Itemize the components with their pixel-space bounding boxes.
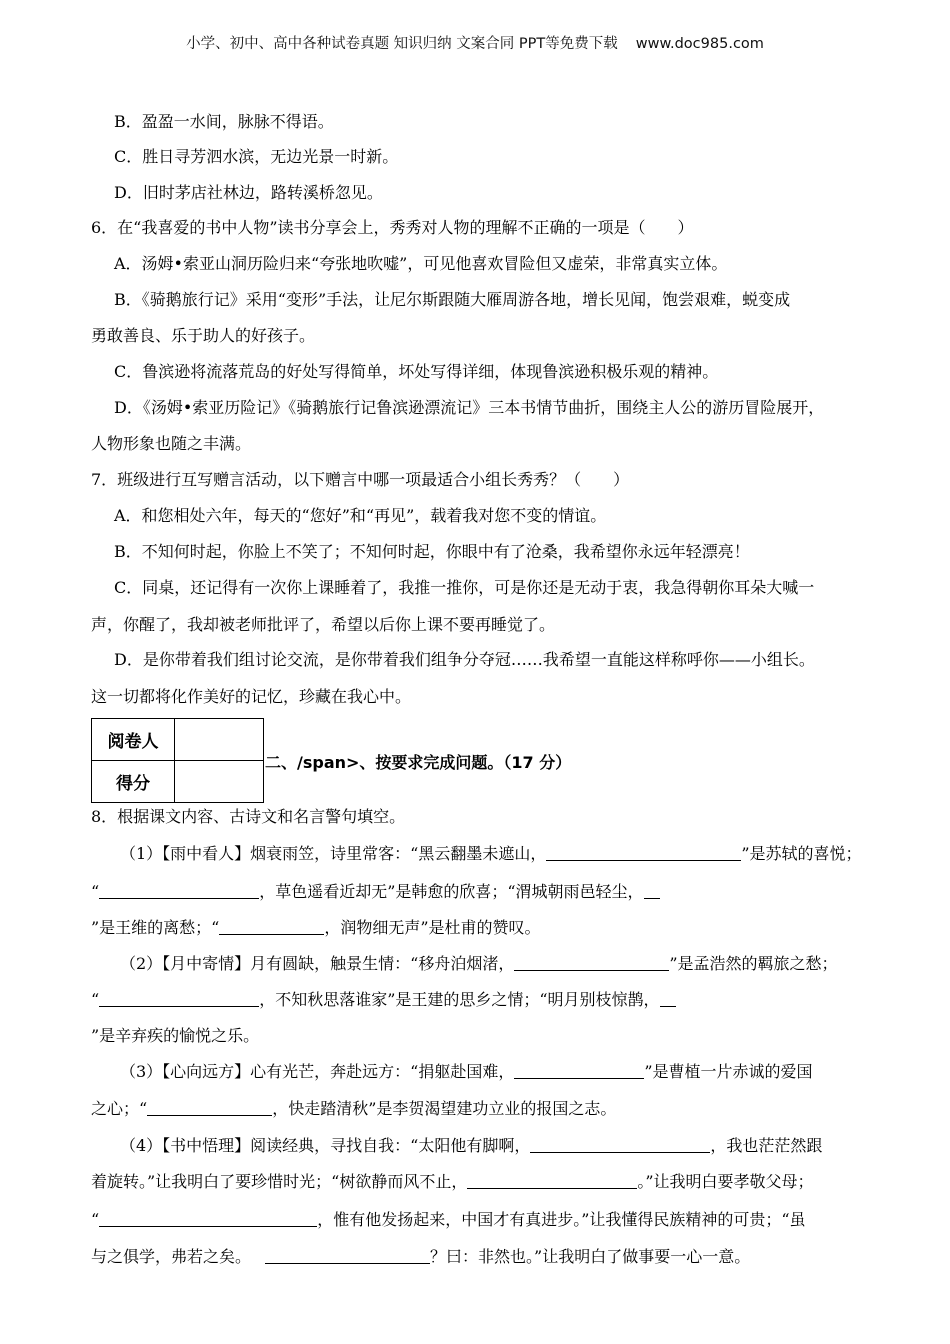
q8-p2-line1: （2）【月中寄情】月有圆缺，触景生情：“移舟泊烟渚， ”是孟浩然的羁旅之愁； bbox=[120, 954, 838, 973]
q8-p1-line1: （1）【雨中看人】烟衰雨笠，诗里常客：“黑云翻墨未遮山， ”是苏轼的喜悦； bbox=[120, 844, 862, 863]
option-5b: B．盈盈一水间，脉脉不得语。 bbox=[114, 112, 334, 131]
q8-p4-line4: 与之俱学，弗若之矣。 ？曰：非然也。”让我明白了做事要一心一意。 bbox=[91, 1247, 751, 1266]
page-header bbox=[0, 32, 950, 53]
header-site: www.doc985.com bbox=[635, 36, 764, 52]
q8-p3-line1: （3）【心向远方】心有光芒，奔赴远方：“捐躯赴国难， ”是曹植一片赤诚的爱国 bbox=[120, 1062, 813, 1081]
q8-p1-line2: “ ，草色遥看近却无”是韩愈的欣喜；“渭城朝雨邑轻尘， bbox=[91, 881, 660, 903]
q8-p2-line2: “ ，不知秋思落谁家”是王建的思乡之情；“明月别枝惊鹊， bbox=[91, 989, 676, 1011]
blank[interactable] bbox=[546, 844, 741, 861]
option-7d-cont: 这一切都将化作美好的记忆，珍藏在我心中。 bbox=[91, 687, 412, 706]
question-8: 8．根据课文内容、古诗文和名言警句填空。 bbox=[91, 807, 406, 826]
grading-table bbox=[91, 718, 264, 803]
q8-p4-line3: “ ，惟有他发扬起来，中国才有真进步。”让我懂得民族精神的可贵；“虽 bbox=[91, 1210, 806, 1229]
question-6: 6．在“我喜爱的书中人物”读书分享会上，秀秀对人物的理解不正确的一项是（ ） bbox=[91, 218, 694, 237]
blank[interactable] bbox=[99, 882, 259, 899]
option-7c: C．同桌，还记得有一次你上课睡着了，我推一推你，可是你还是无动于衷，我急得朝你耳朵大喊一 bbox=[114, 578, 815, 597]
section-title: 二、/span>、按要求完成问题。（17 分） bbox=[265, 753, 572, 772]
blank[interactable] bbox=[530, 1136, 710, 1153]
reviewer-label: 阅卷人 bbox=[92, 719, 175, 761]
option-5d: D．旧时茅店社林边，路转溪桥忽见。 bbox=[114, 183, 383, 202]
blank[interactable] bbox=[147, 1099, 272, 1116]
option-7b: B．不知何时起，你脸上不笑了；不知何时起，你眼中有了沧桑，我希望你永远年轻漂亮！ bbox=[114, 542, 750, 561]
blank[interactable] bbox=[219, 918, 324, 935]
blank[interactable] bbox=[514, 954, 669, 971]
option-7c-cont: 声，你醒了，我却被老师批评了，希望以后你上课不要再睡觉了。 bbox=[91, 615, 556, 634]
q8-p1-line3: ”是王维的离愁；“ ，润物细无声”是杜甫的赞叹。 bbox=[91, 918, 541, 937]
score-cell bbox=[175, 761, 264, 803]
reviewer-cell bbox=[175, 719, 264, 761]
q8-p4-line2: 着旋转。”让我明白了要珍惜时光；“树欲静而风不止， 。”让我明白要孝敬父母； bbox=[91, 1172, 814, 1191]
option-7d: D．是你带着我们组讨论交流，是你带着我们组争分夺冠……我希望一直能这样称呼你——小组长。 bbox=[114, 650, 815, 669]
q8-p3-line2: 之心；“ ，快走踏清秋”是李贺渴望建功立业的报国之志。 bbox=[91, 1099, 617, 1118]
blank[interactable] bbox=[467, 1172, 637, 1189]
header-text: 小学、初中、高中各种试卷真题 知识归纳 文案合同 PPT等免费下载 bbox=[186, 36, 618, 52]
score-label: 得分 bbox=[92, 761, 175, 803]
question-7: 7．班级进行互写赠言活动，以下赠言中哪一项最适合小组长秀秀？（ ） bbox=[91, 470, 630, 489]
blank[interactable] bbox=[514, 1062, 644, 1079]
q8-p4-line1: （4）【书中悟理】阅读经典，寻找自我：“太阳他有脚啊， ，我也茫茫然跟 bbox=[120, 1136, 823, 1155]
q8-p2-line3: ”是辛弃疾的愉悦之乐。 bbox=[91, 1026, 260, 1045]
blank[interactable] bbox=[644, 882, 660, 899]
option-7a: A．和您相处六年，每天的“您好”和“再见”，载着我对您不变的情谊。 bbox=[114, 506, 607, 525]
option-6b: B．《骑鹅旅行记》采用“变形”手法，让尼尔斯跟随大雁周游各地，增长见闻，饱尝艰难，蜕变成 bbox=[114, 290, 791, 309]
option-6d-cont: 人物形象也随之丰满。 bbox=[91, 434, 252, 453]
blank[interactable] bbox=[265, 1247, 430, 1264]
blank[interactable] bbox=[99, 990, 259, 1007]
blank[interactable] bbox=[99, 1210, 317, 1227]
option-6a: A．汤姆•索亚山洞历险归来“夸张地吹嘘”，可见他喜欢冒险但又虚荣，非常真实立体。 bbox=[114, 254, 728, 273]
option-6d: D．《汤姆•索亚历险记》《骑鹅旅行记鲁滨逊漂流记》三本书情节曲折，围绕主人公的游历冒险展开， bbox=[114, 398, 825, 417]
blank[interactable] bbox=[660, 990, 676, 1007]
option-5c: C．胜日寻芳泗水滨，无边光景一时新。 bbox=[114, 147, 399, 166]
option-6c: C．鲁滨逊将流落荒岛的好处写得简单，坏处写得详细，体现鲁滨逊积极乐观的精神。 bbox=[114, 362, 719, 381]
option-6b-cont: 勇敢善良、乐于助人的好孩子。 bbox=[91, 326, 316, 345]
